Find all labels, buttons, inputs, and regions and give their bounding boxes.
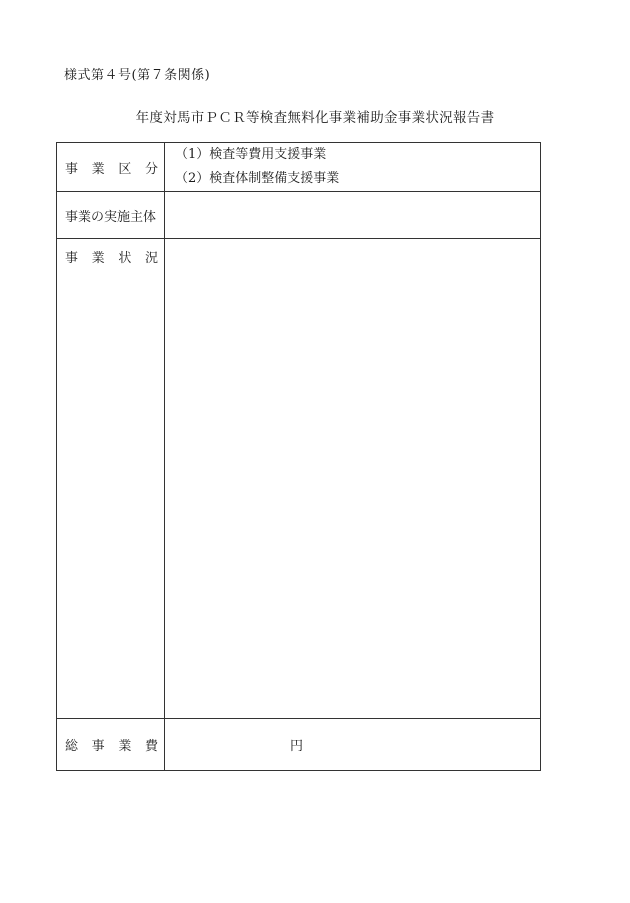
yen-unit: 円	[290, 739, 304, 754]
label-char: 況	[144, 251, 158, 266]
implementing-entity-label	[57, 192, 165, 239]
label-char: 状	[118, 251, 132, 266]
category-option-inspection-system: （2）検査体制整備支援事業	[175, 171, 340, 186]
row-total-cost	[57, 719, 541, 771]
label-char: 事	[65, 251, 79, 266]
label-char: 分	[144, 161, 158, 177]
form-number: 様式第４号(第７条関係)	[64, 68, 211, 83]
business-category-label	[57, 143, 165, 192]
business-status-value[interactable]	[165, 239, 541, 719]
row-business-status	[57, 239, 541, 719]
category-option-inspection-cost: （1）検査等費用支援事業	[175, 147, 327, 162]
total-cost-label	[57, 719, 165, 771]
row-business-category	[57, 143, 541, 192]
label-char: 費	[144, 739, 158, 754]
implementing-entity-value[interactable]	[165, 192, 541, 239]
label-char: 事	[91, 739, 105, 754]
entity-label-text: 事業の実施主体	[65, 209, 157, 225]
label-char: 業	[118, 739, 132, 754]
report-table	[56, 142, 541, 771]
label-char: 事	[65, 161, 79, 177]
row-implementing-entity	[57, 192, 541, 239]
label-char: 総	[65, 739, 79, 754]
total-cost-value[interactable]	[165, 719, 541, 771]
label-char: 業	[91, 251, 105, 266]
business-category-options	[165, 143, 541, 192]
label-char: 業	[91, 161, 105, 177]
label-char: 区	[118, 161, 132, 177]
document-title: 年度対馬市ＰＣＲ等検査無料化事業補助金事業状況報告書	[135, 110, 495, 126]
business-status-label	[57, 239, 165, 719]
